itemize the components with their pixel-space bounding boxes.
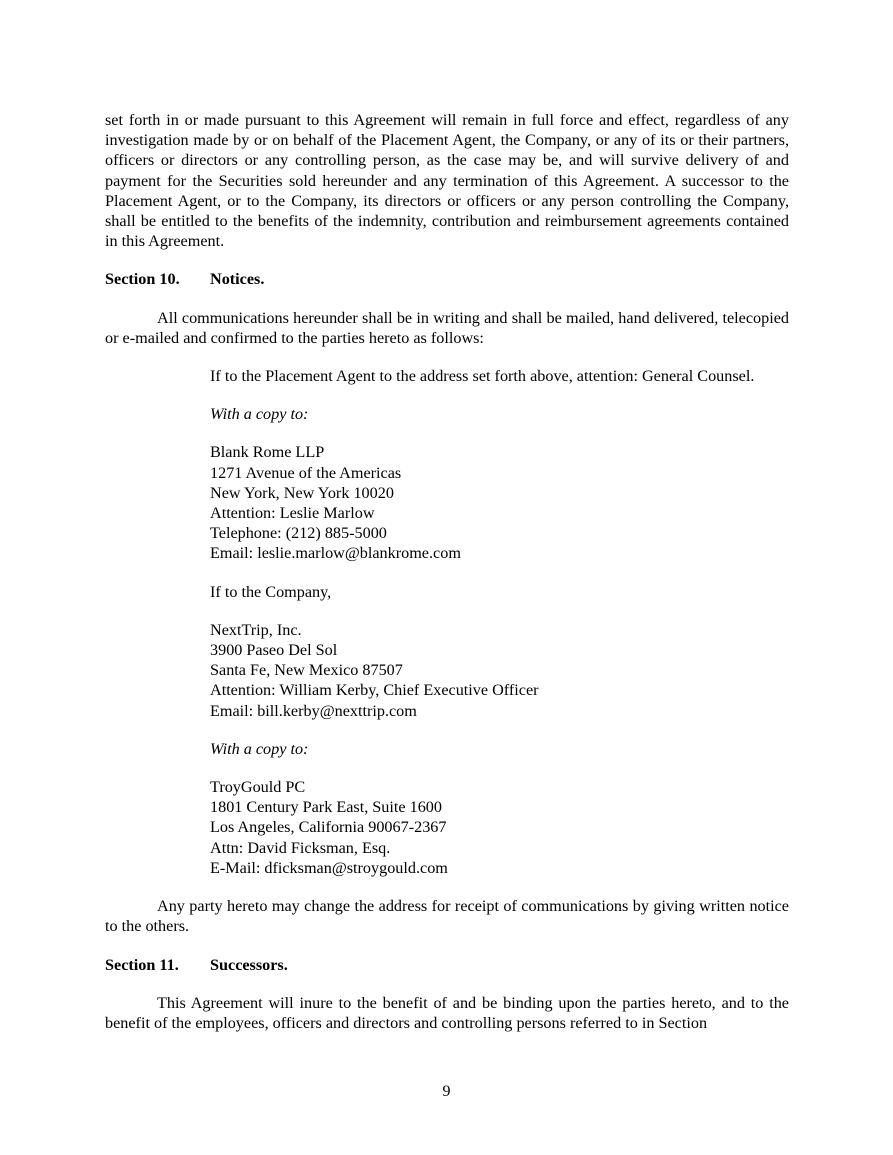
- company-line: If to the Company,: [210, 582, 332, 601]
- nexttrip-attention: Attention: William Kerby, Chief Executive Officer: [210, 681, 539, 700]
- blank-rome-telephone: Telephone: (212) 885-5000: [210, 524, 387, 543]
- troygould-email: E-Mail: dficksman@stroygould.com: [210, 858, 448, 877]
- intro-paragraph: set forth in or made pursuant to this Agreement will remain in full force and effect, regardless of any investigation made by or on behalf of the Placement Agent, the Company, or any of its or their partners, officers or directors or any controlling person, as the case may be, and will survive delivery of and payment for the Securities sold hereunder and any termination of this Agreement. A successor to the Placement Agent, or to the Company, its directors or officers or any person controlling the Company, shall be entitled to the benefits of the indemnity, contribution and reimbursement agreements contained in this Agreement.: [105, 111, 789, 251]
- blank-rome-address1: 1271 Avenue of the Americas: [210, 463, 402, 482]
- section-10-closing: Any party hereto may change the address for receipt of communications by giving written notice to the others.: [105, 897, 789, 936]
- section-11-number: Section 11.: [105, 955, 179, 974]
- nexttrip-address: [105, 620, 789, 721]
- troygould-name: TroyGould PC: [210, 778, 306, 797]
- troygould-address1: 1801 Century Park East, Suite 1600: [210, 798, 442, 817]
- troygould-address2: Los Angeles, California 90067-2367: [210, 818, 447, 837]
- section-11-title: Successors.: [210, 955, 288, 974]
- section-10-number: Section 10.: [105, 270, 180, 289]
- blank-rome-name: Blank Rome LLP: [210, 443, 325, 462]
- blank-rome-address: [105, 442, 789, 563]
- blank-rome-attention: Attention: Leslie Marlow: [210, 504, 375, 523]
- nexttrip-address2: Santa Fe, New Mexico 87507: [210, 661, 403, 680]
- nexttrip-email: Email: bill.kerby@nexttrip.com: [210, 701, 417, 720]
- placement-agent-line: If to the Placement Agent to the address set forth above, attention: General Counsel.: [210, 367, 755, 386]
- copy-label-1: With a copy to:: [210, 405, 309, 424]
- blank-rome-email: Email: leslie.marlow@blankrome.com: [210, 544, 461, 563]
- copy-label-2: With a copy to:: [210, 739, 309, 758]
- section-10-title: Notices.: [210, 270, 265, 289]
- section-10-heading: [105, 269, 789, 289]
- troygould-address: [105, 777, 789, 878]
- troygould-attention: Attn: David Ficksman, Esq.: [210, 838, 391, 857]
- nexttrip-name: NextTrip, Inc.: [210, 620, 302, 639]
- document-page: [105, 110, 789, 1033]
- blank-rome-address2: New York, New York 10020: [210, 483, 394, 502]
- page-number: 9: [442, 1083, 451, 1100]
- section-10-body: All communications hereunder shall be in writing and shall be mailed, hand delivered, telecopied or e-mailed and confirmed to the parties hereto as follows:: [105, 308, 789, 347]
- section-11-heading: [105, 955, 789, 975]
- nexttrip-address1: 3900 Paseo Del Sol: [210, 641, 338, 660]
- section-11-body: This Agreement will inure to the benefit of and be binding upon the parties hereto, and to the benefit of the employees, officers and directors and controlling persons referred to in Section: [105, 993, 789, 1032]
